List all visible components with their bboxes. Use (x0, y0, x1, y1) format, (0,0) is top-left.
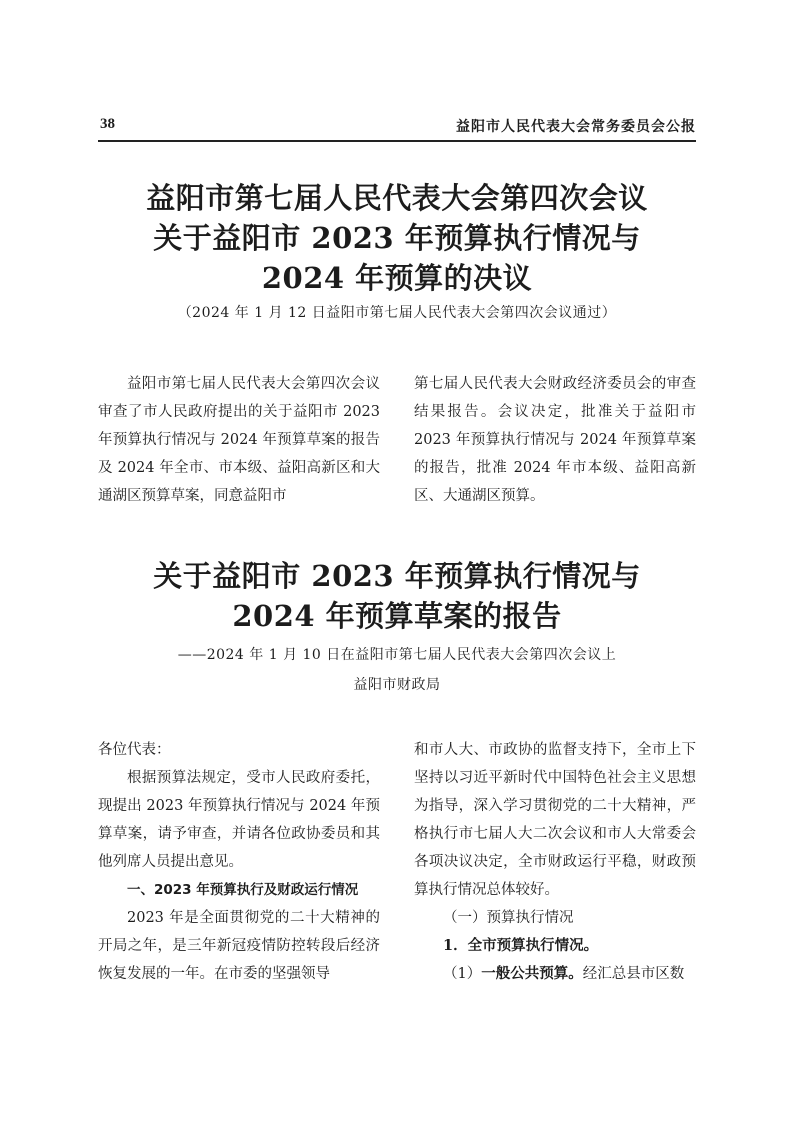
item-1-1-text: 经汇总县市区数 (582, 966, 685, 982)
resolution-right-text: 第七届人民代表大会财政经济委员会的审查结果报告。会议决定，批准关于益阳市 2023 年预算执行情况与 2024 年预算草案的报告，批准 2024 年市本级、益阳高新区、大通湖区预算。 (414, 376, 696, 504)
item-1-heading (414, 932, 696, 960)
report-meeting-line: ——2024 年 1 月 10 日在益阳市第七届人民代表大会第四次会议上 (177, 647, 617, 663)
item-1-heading-text: 1．全市预算执行情况。 (443, 937, 599, 954)
section-1-heading (98, 876, 380, 904)
item-1-1 (414, 960, 696, 988)
report-body (98, 736, 696, 988)
resolution-title-line-2: 关于益阳市 2023 年预算执行情况与 (153, 221, 641, 255)
salutation: 各位代表： (98, 742, 171, 758)
report-title-line-2: 2024 年预算草案的报告 (232, 599, 562, 633)
resolution-title-line-1: 益阳市第七届人民代表大会第四次会议 (146, 181, 648, 215)
report-title-block (98, 556, 696, 700)
resolution-body (98, 370, 696, 510)
report-right-paragraph: 和市人大、市政协的监督支持下，全市上下坚持以习近平新时代中国特色社会主义思想为指导，深入学习贯彻党的二十大精神，严格执行市七届人大二次会议和市人大常委会各项决议决定，全市财政运行平稳，财政预算执行情况总体较好。 (414, 742, 696, 898)
journal-title: 益阳市人民代表大会常务委员会公报 (456, 119, 696, 135)
resolution-title-line-3: 2024 年预算的决议 (261, 261, 533, 295)
section-1-heading-text: 一、2023 年预算执行及财政运行情况 (127, 882, 359, 898)
item-1-1-label: （1） (443, 966, 482, 982)
report-left-column (98, 736, 380, 988)
report-title-line-1: 关于益阳市 2023 年预算执行情况与 (153, 559, 641, 593)
report-right-column (414, 736, 696, 988)
subsection-heading: （一）预算执行情况 (443, 910, 574, 926)
report-paragraph-1: 根据预算法规定，受市人民政府委托，现提出 2023 年预算执行情况与 2024 年预算草案，请予审查，并请各位政协委员和其他列席人员提出意见。 (98, 770, 380, 870)
resolution-right-column (414, 370, 696, 510)
resolution-left-column (98, 370, 380, 510)
resolution-left-text: 益阳市第七届人民代表大会第四次会议审查了市人民政府提出的关于益阳市 2023 年预算执行情况与 2024 年预算草案的报告及 2024 年全市、市本级、益阳高新区和大通湖区预算草案，同意益阳市 (98, 376, 380, 504)
header-divider (98, 140, 696, 142)
report-author: 益阳市财政局 (353, 677, 441, 693)
resolution-title-block (98, 178, 696, 322)
item-1-1-bold: 一般公共预算。 (481, 965, 583, 982)
page-number: 38 (100, 116, 115, 132)
resolution-subtitle: （2024 年 1 月 12 日益阳市第七届人民代表大会第四次会议通过） (177, 305, 617, 321)
report-paragraph-2: 2023 年是全面贯彻党的二十大精神的开局之年，是三年新冠疫情防控转段后经济恢复发展的一年。在市委的坚强领导 (98, 910, 380, 982)
